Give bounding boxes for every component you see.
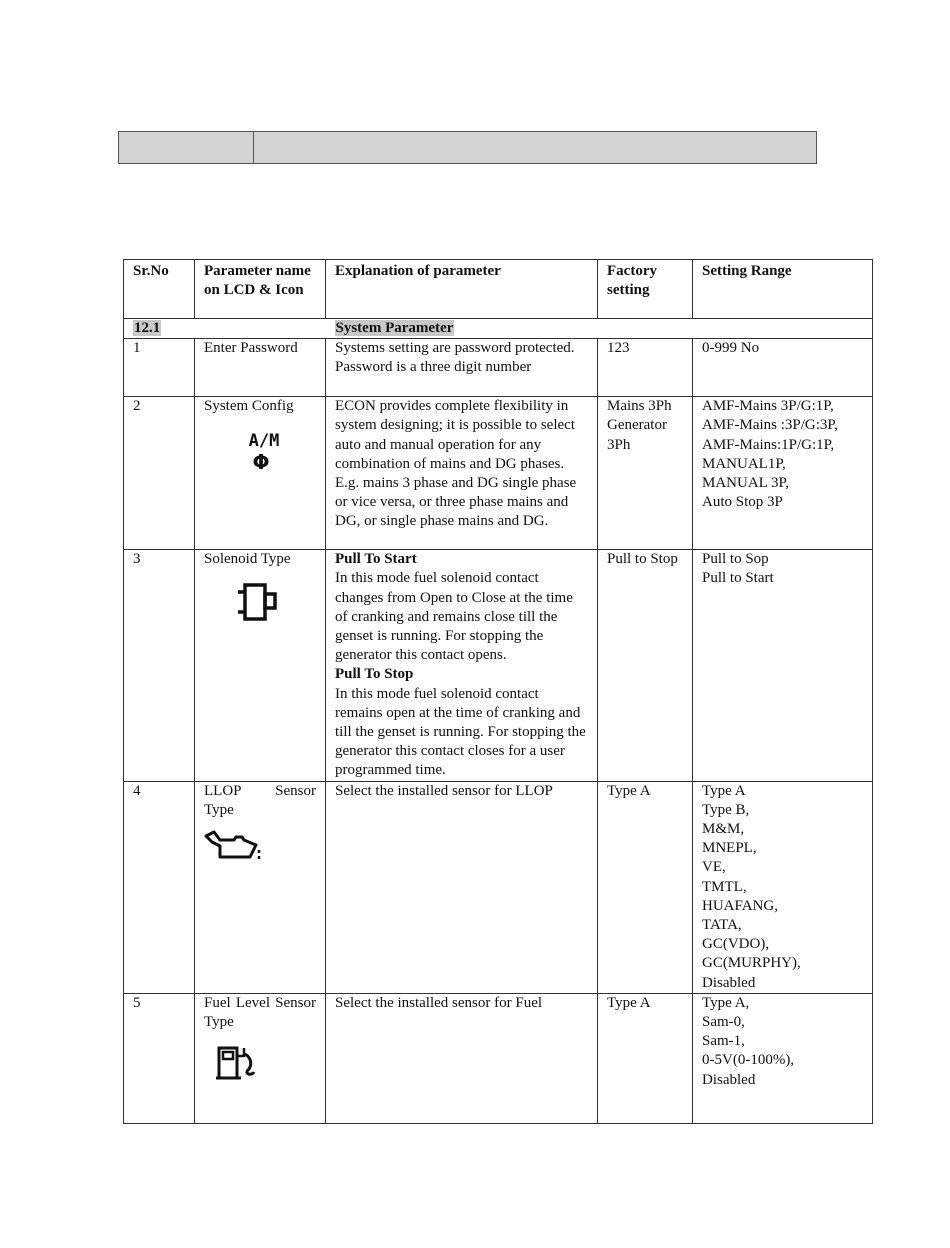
range-value: Pull to Start	[702, 570, 774, 587]
table-row	[124, 397, 873, 550]
range-value: AMF-Mains :3P/G:3P,	[702, 417, 838, 434]
row-explanation: Select the installed sensor for Fuel	[326, 993, 598, 1123]
row-factory: 123	[598, 339, 693, 397]
row-name-cell	[195, 397, 326, 550]
range-value: GC(MURPHY),	[702, 955, 801, 972]
row-range	[693, 339, 873, 397]
oil-can-icon	[204, 828, 316, 888]
row-explanation	[326, 550, 598, 781]
explanation-heading: Pull To Stop	[335, 666, 414, 683]
row-range	[693, 397, 873, 550]
range-value: MANUAL1P,	[702, 455, 786, 472]
table-row	[124, 993, 873, 1123]
row-srno: 5	[124, 993, 195, 1123]
range-value: 0-999 No	[702, 340, 760, 357]
range-value: AMF-Mains:1P/G:1P,	[702, 436, 835, 453]
row-name-cell	[195, 781, 326, 993]
range-value: MANUAL 3P,	[702, 475, 789, 492]
range-value: Disabled	[702, 1071, 756, 1088]
header-range: Setting Range	[693, 260, 873, 319]
row-name: LLOP Sensor Type	[204, 782, 316, 818]
section-title: System Parameter	[335, 320, 454, 336]
header-srno: Sr.No	[124, 260, 195, 319]
row-explanation: Select the installed sensor for LLOP	[326, 781, 598, 993]
fuel-pump-icon	[204, 1044, 316, 1104]
table-row	[124, 550, 873, 781]
row-name: Solenoid Type	[204, 551, 291, 568]
explanation-text: In this mode fuel solenoid contact remains open at the time of cranking and till the genset is running. For stopping the generator this contact closes for a user programmed time.	[335, 685, 586, 779]
range-value: Sam-1,	[702, 1033, 745, 1050]
section-row	[124, 319, 873, 339]
row-srno: 4	[124, 781, 195, 993]
range-value: Type A	[702, 782, 746, 799]
row-srno: 2	[124, 397, 195, 550]
row-name: Fuel Level Sensor Type	[204, 994, 316, 1031]
range-value: TATA,	[702, 917, 742, 934]
range-value: M&M,	[702, 821, 745, 838]
am-phase-icon	[204, 428, 316, 488]
parameter-table	[123, 259, 873, 1124]
icon-am-text: A/M	[248, 431, 280, 452]
row-factory: Pull to Stop	[598, 550, 693, 781]
row-explanation: Systems setting are password protected. Password is a three digit number	[326, 339, 598, 397]
table-row	[124, 781, 873, 993]
range-value: HUAFANG,	[702, 897, 778, 914]
row-name: System Config	[204, 398, 294, 415]
row-srno: 1	[124, 339, 195, 397]
row-explanation: ECON provides complete flexibility in system designing; it is possible to select auto and manual operation for any combination of mains and DG phases. E.g. mains 3 phase and DG single phase or vice versa, or three phase mains and DG, or single phase mains and DG.	[326, 397, 598, 550]
range-value: Auto Stop 3P	[702, 494, 783, 511]
header-param: Parameter name on LCD & Icon	[195, 260, 326, 319]
range-value: Sam-0,	[702, 1014, 745, 1031]
icon-phase-text: Φ	[252, 450, 270, 475]
explanation-text: In this mode fuel solenoid contact changes from Open to Close at the time of cranking and remains close till the genset is running. For stopping the generator this contact opens.	[335, 570, 573, 664]
row-range	[693, 550, 873, 781]
header-bar-divider	[253, 132, 254, 163]
range-value: Pull to Sop	[702, 551, 769, 568]
range-value: AMF-Mains 3P/G:1P,	[702, 398, 834, 415]
section-header-bar	[118, 131, 817, 164]
row-srno: 3	[124, 550, 195, 781]
row-factory: Type A	[598, 781, 693, 993]
solenoid-icon	[204, 581, 316, 641]
row-name-cell	[195, 550, 326, 781]
range-value: 0-5V(0-100%),	[702, 1052, 795, 1069]
range-value: Type B,	[702, 801, 750, 818]
row-factory: Type A	[598, 993, 693, 1123]
range-value: Type A,	[702, 994, 750, 1011]
range-value: GC(VDO),	[702, 936, 770, 953]
table-header-row	[124, 260, 873, 319]
section-number: 12.1	[134, 320, 161, 336]
explanation-heading: Pull To Start	[335, 551, 417, 568]
row-name: Enter Password	[195, 339, 326, 397]
table-row	[124, 339, 873, 397]
row-name-cell	[195, 993, 326, 1123]
header-factory: Factory setting	[598, 260, 693, 319]
row-factory: Mains 3Ph Generator 3Ph	[598, 397, 693, 550]
row-range	[693, 993, 873, 1123]
row-range	[693, 781, 873, 993]
header-explanation: Explanation of parameter	[326, 260, 598, 319]
range-value: VE,	[702, 859, 726, 876]
range-value: MNEPL,	[702, 840, 757, 857]
range-value: Disabled	[702, 974, 756, 991]
range-value: TMTL,	[702, 878, 747, 895]
